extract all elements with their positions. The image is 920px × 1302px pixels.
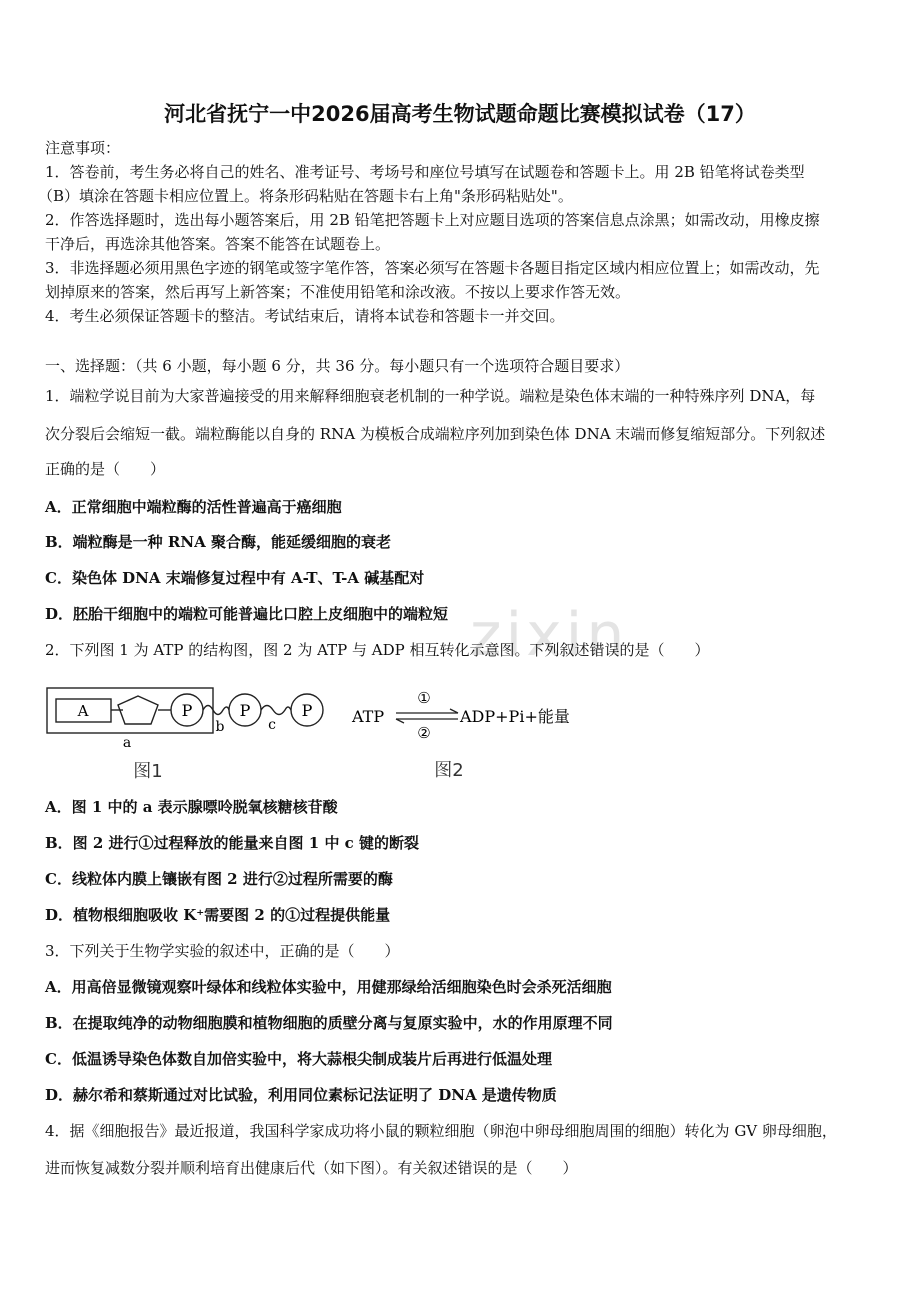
notice-line: 4．考生必须保证答题卡的整洁。考试结束后，请将本试卷和答题卡一并交回。 [45,307,565,325]
notice-line: 1．答卷前，考生务必将自己的姓名、准考证号、考场号和座位号填写在试题卷和答题卡上。用 2B 铅笔将试卷类型 [45,163,805,181]
q3-stem: 3．下列关于生物学实验的叙述中，正确的是（ ） [45,942,400,960]
watermark: zixin [470,600,629,670]
reaction-2-label: ② [417,724,431,742]
q1-stem-line: 次分裂后会缩短一截。端粒酶能以自身的 RNA 为模板合成端粒序列加到染色体 DNA 末端而修复缩短部分。下列叙述 [45,425,826,443]
high-energy-bond-b [203,706,229,715]
page-title: 河北省抚宁一中2026届高考生物试题命题比赛模拟试卷（17） [164,102,756,126]
high-energy-bond-c [261,706,291,715]
notice-heading: 注意事项： [45,139,121,157]
notice-line: 2．作答选择题时，选出每小题答案后，用 2B 铅笔把答题卡上对应题目选项的答案信息点涂黑；如需改动，用橡皮擦 [45,211,820,229]
notice-line: 划掉原来的答案，然后再写上新答案；不准使用铅笔和涂改液。不按以上要求作答无效。 [45,283,631,301]
q4-stem-line: 进而恢复减数分裂并顺利培育出健康后代（如下图）。有关叙述错误的是（ ） [45,1159,578,1177]
atp-label: ATP [352,707,385,726]
adp-label: ADP+Pi+能量 [460,707,570,726]
atp-figures [40,682,580,787]
q1-stem-line: 正确的是（ ） [45,460,166,478]
label-b: b [215,719,225,735]
label-a: a [122,735,132,751]
atp-structure-figure [47,688,323,782]
q1-option-c: C．染色体 DNA 末端修复过程中有 A-T、T-A 碱基配对 [45,569,425,587]
phosphate-label: P [301,701,313,720]
notice-line: 干净后，再选涂其他答案。答案不能答在试题卷上。 [45,235,391,253]
q1-stem-line: 1．端粒学说目前为大家普遍接受的用来解释细胞衰老机制的一种学说。端粒是染色体末端的一种特殊序列 DNA，每 [45,387,816,405]
figure1-caption: 图1 [133,761,163,782]
label-c: c [268,717,276,733]
q1-option-b: B．端粒酶是一种 RNA 聚合酶，能延缓细胞的衰老 [45,533,391,551]
q2-option-d: D．植物根细胞吸收 K⁺需要图 2 的①过程提供能量 [45,906,391,924]
q2-stem: 2．下列图 1 为 ATP 的结构图，图 2 为 ATP 与 ADP 相互转化示意图。下列叙述错误的是（ ） [45,641,710,659]
q3-option-c: C．低温诱导染色体数自加倍实验中，将大蒜根尖制成装片后再进行低温处理 [45,1050,552,1068]
ribose-pentagon [118,696,158,724]
figure2-caption: 图2 [434,760,464,781]
q3-option-b: B．在提取纯净的动物细胞膜和植物细胞的质壁分离与复原实验中，水的作用原理不同 [45,1014,613,1032]
phosphate-label: P [181,701,193,720]
q4-stem-line: 4．据《细胞报告》最近报道，我国科学家成功将小鼠的颗粒细胞（卵泡中卵母细胞周围的细胞）转化为 GV 卵母细胞， [45,1122,837,1140]
section-heading: 一、选择题：（共 6 小题，每小题 6 分，共 36 分。每小题只有一个选项符合题目要求） [45,357,630,375]
notice-line: （B）填涂在答题卡相应位置上。将条形码粘贴在答题卡右上角"条形码粘贴处"。 [38,187,573,205]
q1-option-a: A．正常细胞中端粒酶的活性普遍高于癌细胞 [45,498,342,516]
atp-adp-conversion-figure [351,689,570,781]
notice-line: 3．非选择题必须用黑色字迹的钢笔或签字笔作答，答案必须写在答题卡各题目指定区域内相应位置上；如需改动，先 [45,259,820,277]
reaction-1-label: ① [417,689,431,707]
phosphate-label: P [239,701,251,720]
q2-option-c: C．线粒体内膜上镶嵌有图 2 进行②过程所需要的酶 [45,870,393,888]
q2-option-a: A．图 1 中的 a 表示腺嘌呤脱氧核糖核苷酸 [45,798,338,816]
q3-option-d: D．赫尔希和蔡斯通过对比试验，利用同位素标记法证明了 DNA 是遗传物质 [45,1086,557,1104]
q3-option-a: A．用高倍显微镜观察叶绿体和线粒体实验中，用健那绿给活细胞染色时会杀死活细胞 [45,978,612,996]
q2-option-b: B．图 2 进行①过程释放的能量来自图 1 中 c 键的断裂 [45,834,420,852]
q1-option-d: D．胚胎干细胞中的端粒可能普遍比口腔上皮细胞中的端粒短 [45,605,449,623]
adenine-label: A [77,702,89,720]
